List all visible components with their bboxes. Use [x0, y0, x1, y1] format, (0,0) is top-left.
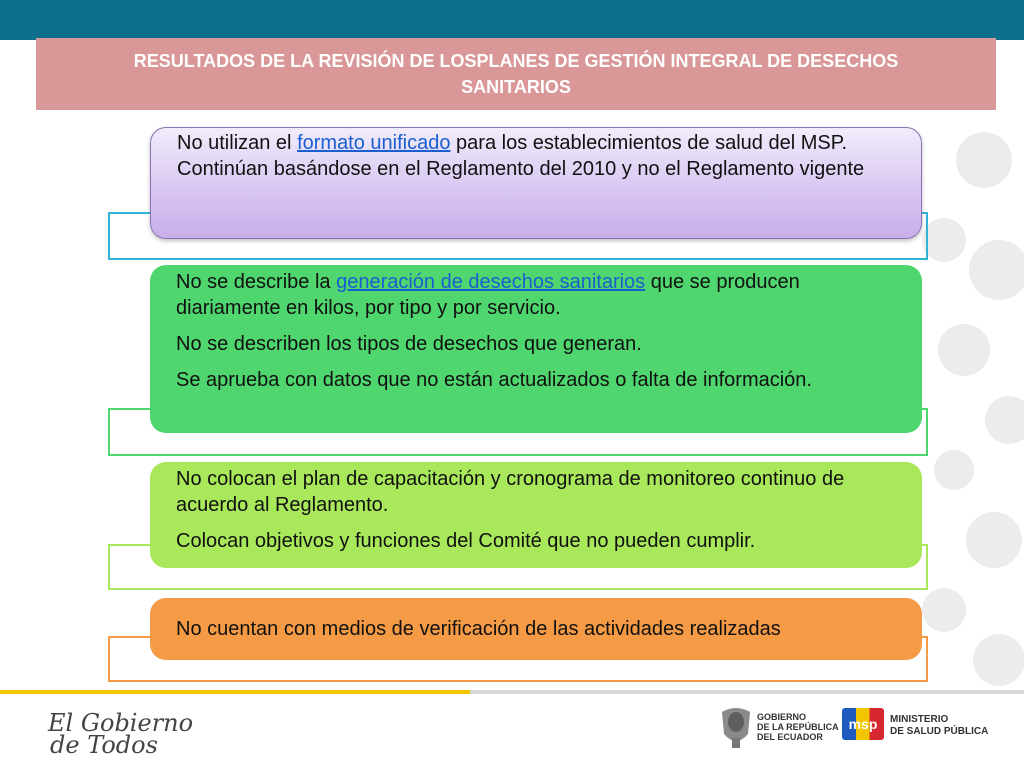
republica-line2: DE LA REPÚBLICA	[757, 722, 839, 732]
msp-logo	[842, 708, 884, 740]
footer-tricolor-line	[0, 690, 1024, 694]
finding-2-paragraph-1	[176, 269, 902, 321]
ministerio-line2: DE SALUD PÚBLICA	[890, 726, 989, 737]
gobierno-logo-line1: El Gobierno	[48, 709, 194, 737]
ministerio-salud-text	[890, 714, 988, 738]
finding-4-paragraph-1: No cuentan con medios de verificación de las actividades realizadas	[176, 618, 781, 640]
msp-logo-text: msp	[848, 716, 878, 732]
finding-box-1	[150, 127, 922, 239]
gobierno-de-todos-logo	[48, 709, 194, 759]
republica-line3: DEL ECUADOR	[757, 732, 823, 742]
finding-box-2	[150, 265, 922, 433]
finding-box-3	[150, 462, 922, 568]
slide-title	[36, 38, 996, 110]
finding-1-paragraph-1	[177, 130, 901, 156]
slide-title-line2: SANITARIOS	[461, 77, 571, 97]
ministerio-line1: MINISTERIO	[890, 714, 949, 725]
gobierno-logo-line2: de Todos	[50, 731, 158, 759]
finding-1-text: No utilizan el	[177, 132, 298, 154]
finding-1-text-post: para los establecimientos de salud del MSP.	[450, 132, 848, 154]
finding-1-paragraph-2: Continúan basándose en el Reglamento del 2010 y no el Reglamento vigente	[177, 158, 865, 180]
finding-box-4	[150, 598, 922, 660]
slide-title-line1: RESULTADOS DE LA REVISIÓN DE LOSPLANES DE GESTIÓN INTEGRAL DE DESECHOS	[133, 51, 899, 71]
top-bar	[0, 0, 1024, 40]
finding-2-paragraph-2: No se describen los tipos de desechos que generan.	[176, 333, 642, 355]
finding-2-paragraph-3: Se aprueba con datos que no están actualizados o falta de información.	[176, 369, 812, 391]
finding-3-paragraph-1: No colocan el plan de capacitación y cronograma de monitoreo continuo de acuerdo al Reglamento.	[176, 468, 845, 516]
formato-unificado-link[interactable]: formato unificado	[297, 132, 451, 154]
finding-3-paragraph-2: Colocan objetivos y funciones del Comité que no pueden cumplir.	[176, 530, 756, 552]
republica-line1: GOBIERNO	[757, 712, 807, 722]
ecuador-coat-of-arms-icon	[718, 704, 754, 750]
gobierno-republica-text	[757, 712, 839, 742]
finding-2-text: No se describe la	[176, 271, 337, 293]
generacion-desechos-link[interactable]: generación de desechos sanitarios	[336, 271, 646, 293]
finding-2-text-post: que se producen diariamente en kilos, por tipo y por servicio.	[176, 271, 800, 319]
